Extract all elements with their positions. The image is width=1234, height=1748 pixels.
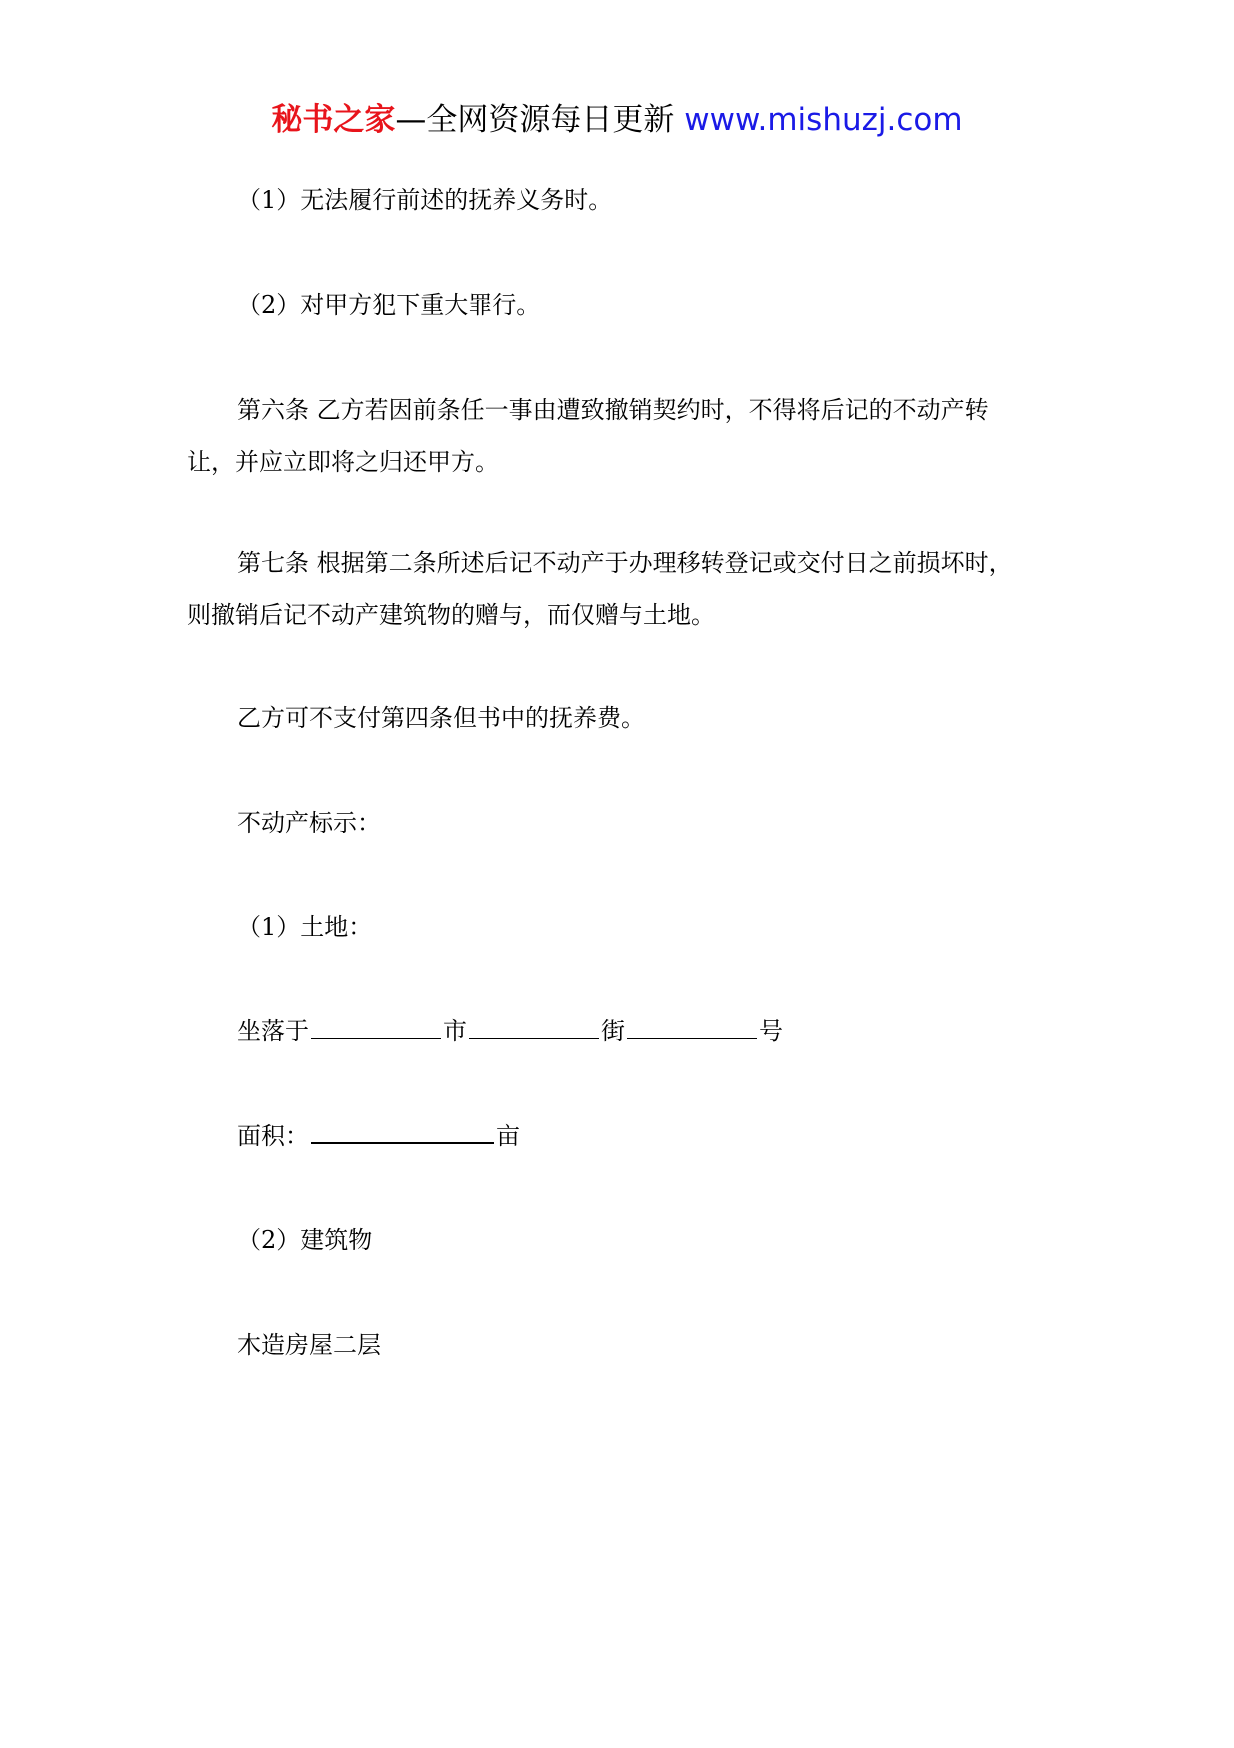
location-prefix: 坐落于 <box>237 1017 309 1045</box>
number-blank <box>627 1016 757 1039</box>
header-tagline: —全网资源每日更新 <box>395 102 675 138</box>
article-seven-line-1: 第七条 根据第二条所述后记不动产于办理移转登记或交付日之前损坏时， <box>237 549 1013 577</box>
area-label: 面积： <box>237 1122 309 1150</box>
land-heading: （1）土地： <box>237 913 373 941</box>
area-line <box>237 1120 520 1151</box>
article-six-line-2: 让，并应立即将之归还甲方。 <box>187 448 499 476</box>
article-six-line-1: 第六条 乙方若因前条任一事由遭致撤销契约时，不得将后记的不动产转 <box>237 396 989 424</box>
city-label: 市 <box>443 1017 467 1045</box>
location-line <box>237 1016 783 1046</box>
page-header <box>0 100 1234 140</box>
building-heading: （2）建筑物 <box>237 1226 373 1254</box>
clause-item-1: （1）无法履行前述的抚养义务时。 <box>237 186 613 214</box>
property-label: 不动产标示： <box>237 809 381 837</box>
street-label: 街 <box>601 1017 625 1045</box>
number-label: 号 <box>759 1017 783 1045</box>
header-url[interactable]: www.mishuzj.com <box>684 102 963 138</box>
header-brand: 秘书之家 <box>271 102 396 138</box>
street-blank <box>469 1016 599 1039</box>
area-unit: 亩 <box>496 1122 520 1150</box>
clause-item-2: （2）对甲方犯下重大罪行。 <box>237 291 541 319</box>
article-seven-line-2: 则撤销后记不动产建筑物的赠与，而仅赠与土地。 <box>187 601 715 629</box>
support-fee-clause: 乙方可不支付第四条但书中的抚养费。 <box>237 704 645 732</box>
city-blank <box>311 1016 441 1039</box>
building-description: 木造房屋二层 <box>237 1331 381 1359</box>
area-blank <box>311 1120 494 1144</box>
